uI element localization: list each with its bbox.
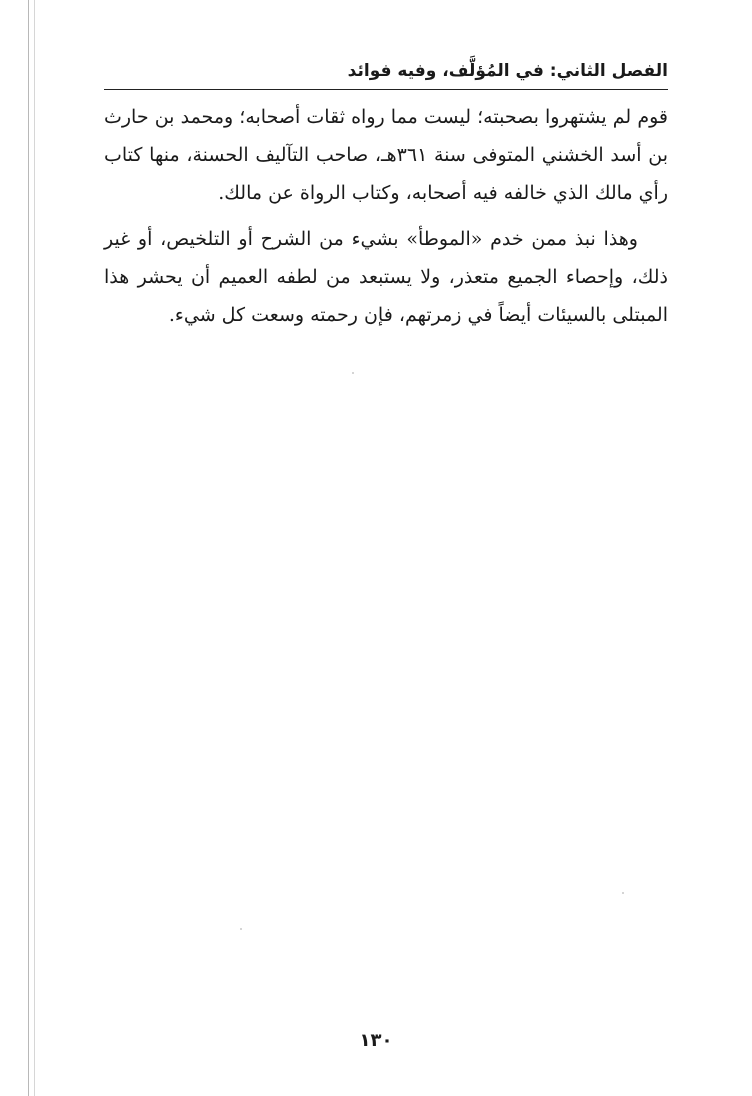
scan-margin-line-faint — [34, 0, 35, 1096]
scan-margin-line — [28, 0, 29, 1096]
scan-speck — [622, 892, 624, 894]
scan-speck — [352, 372, 354, 374]
scan-speck — [240, 928, 242, 930]
chapter-title: الفصل الثاني: في المُؤلَّف، وفيه فوائد — [347, 61, 668, 81]
paragraph: قوم لم يشتهروا بصحبته؛ ليست مما رواه ثقات أصحابه؛ ومحمد بن حارث بن أسد الخشني المتوفى سنة ٣٦١هـ، صاحب التآليف الحسنة، منها كتاب رأي مالك الذي خالفه فيه أصحابه، وكتاب الرواة عن مالك. — [104, 106, 668, 204]
paragraph: وهذا نبذ ممن خدم «الموطأ» بشيء من الشرح أو التلخيص، أو غير ذلك، وإحصاء الجميع متعذر، ولا يستبعد من لطفه العميم أن يحشر هذا المبتلى بالسيئات أيضاً في زمرتهم، فإن رحمته وسعت كل شيء. — [104, 228, 668, 326]
running-header — [104, 56, 668, 90]
page-number: ١٣٠ — [359, 1030, 393, 1051]
body-text — [104, 98, 668, 342]
